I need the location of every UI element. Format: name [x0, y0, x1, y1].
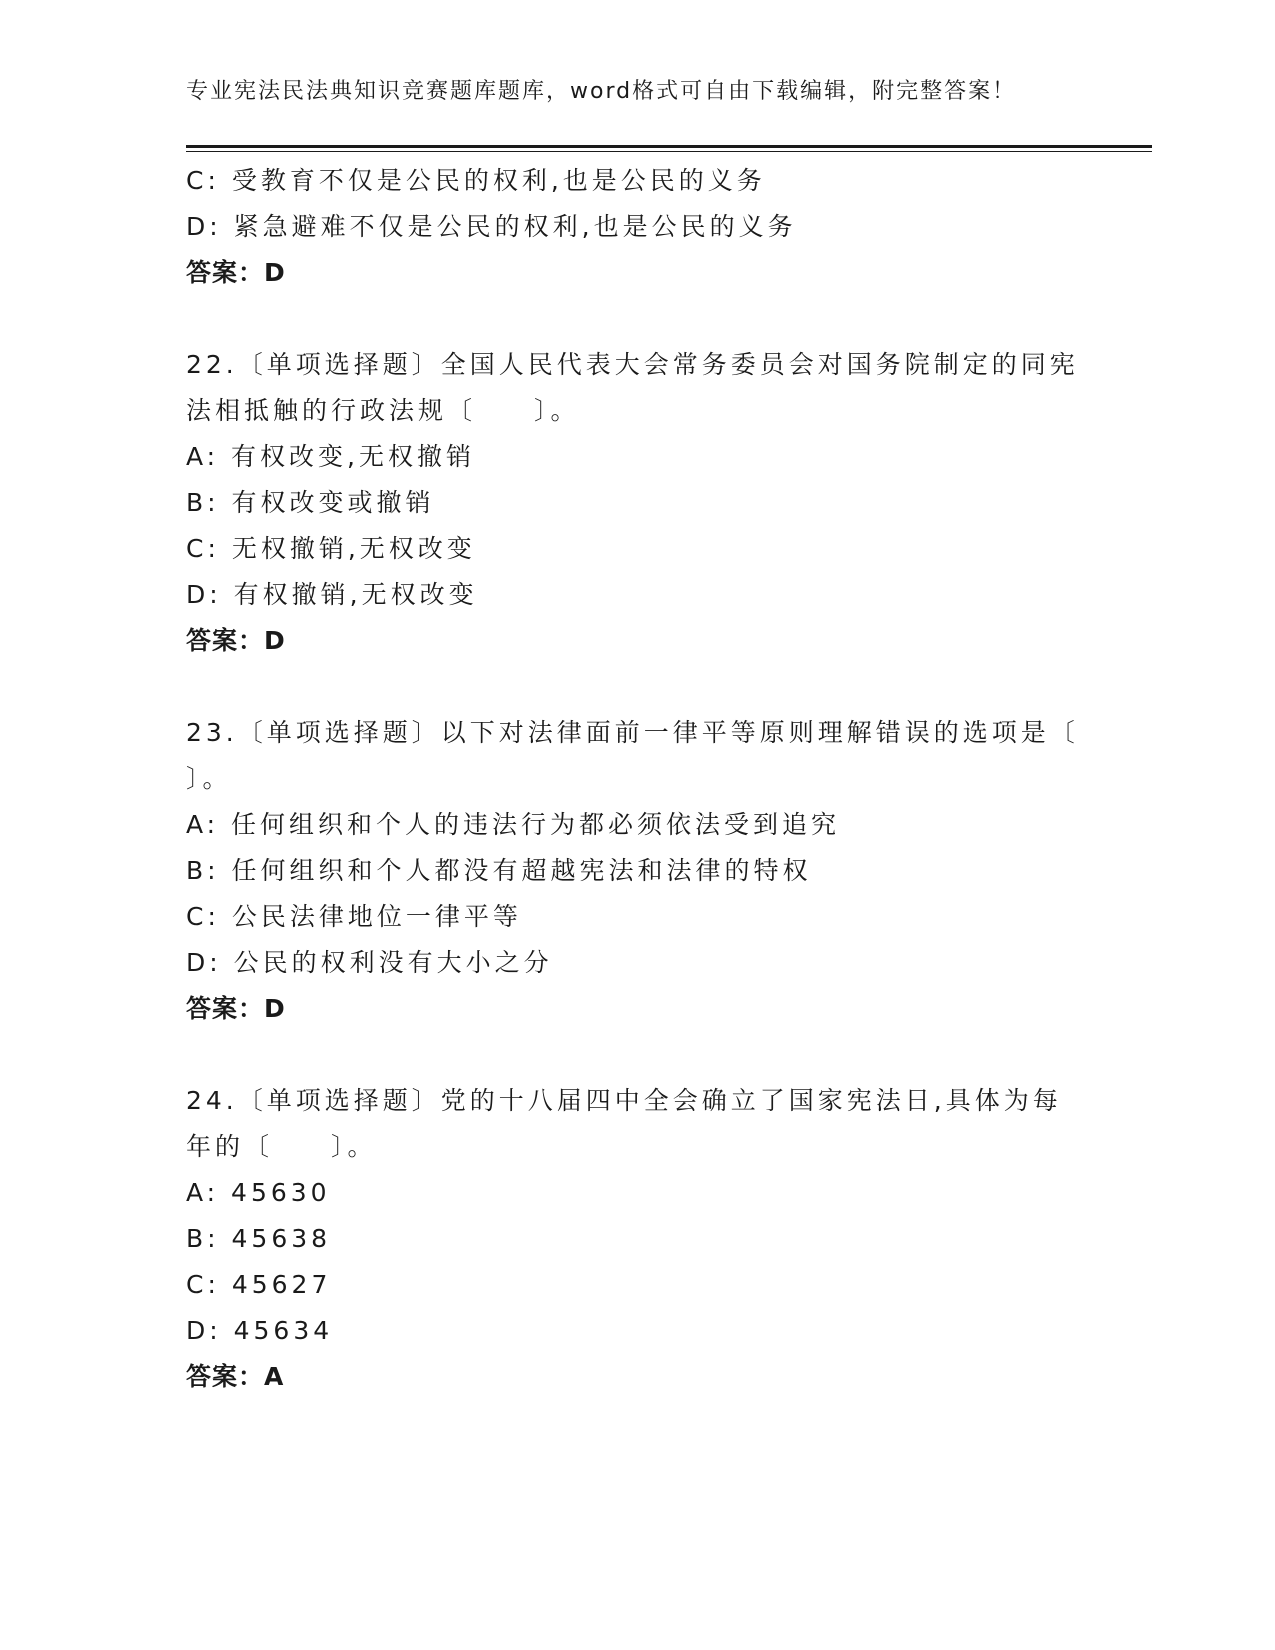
- option-line: D: 45634: [186, 1316, 334, 1345]
- option-line: A: 有权改变,无权撤销: [186, 442, 475, 471]
- option-line: C: 公民法律地位一律平等: [186, 902, 522, 931]
- answer-line: 答案：D: [186, 626, 286, 655]
- option-line: A: 45630: [186, 1178, 331, 1207]
- option-line: A: 任何组织和个人的违法行为都必须依法受到追究: [186, 810, 841, 839]
- option-line: B: 有权改变或撤销: [186, 488, 435, 517]
- question-stem: 〕。: [186, 764, 232, 793]
- header-rule-thick: [186, 145, 1152, 148]
- answer-line: 答案：A: [186, 1362, 285, 1391]
- answer-line: 答案：D: [186, 994, 286, 1023]
- question-stem: 24.〔单项选择题〕党的十八届四中全会确立了国家宪法日,具体为每: [186, 1086, 1062, 1115]
- option-line: B: 45638: [186, 1224, 332, 1253]
- question-stem: 22.〔单项选择题〕全国人民代表大会常务委员会对国务院制定的同宪: [186, 350, 1079, 379]
- header-rule-thin: [186, 151, 1152, 152]
- spacer: [186, 1032, 1106, 1078]
- option-line: D: 紧急避难不仅是公民的权利,也是公民的义务: [186, 212, 797, 241]
- option-line: C: 45627: [186, 1270, 332, 1299]
- spacer: [186, 664, 1106, 710]
- page-header: 专业宪法民法典知识竞赛题库题库，word格式可自由下载编辑，附完整答案！: [186, 79, 1017, 104]
- question-stem: 年的〔 〕。: [186, 1132, 377, 1161]
- question-content: [186, 158, 1106, 1400]
- option-line: D: 有权撤销,无权改变: [186, 580, 478, 609]
- option-line: B: 任何组织和个人都没有超越宪法和法律的特权: [186, 856, 812, 885]
- spacer: [186, 296, 1106, 342]
- answer-line: 答案：D: [186, 258, 286, 287]
- option-line: C: 无权撤销,无权改变: [186, 534, 476, 563]
- question-stem: 法相抵触的行政法规〔 〕。: [186, 396, 580, 425]
- option-line: D: 公民的权利没有大小之分: [186, 948, 553, 977]
- question-stem: 23.〔单项选择题〕以下对法律面前一律平等原则理解错误的选项是〔: [186, 718, 1079, 747]
- option-line: C: 受教育不仅是公民的权利,也是公民的义务: [186, 166, 766, 195]
